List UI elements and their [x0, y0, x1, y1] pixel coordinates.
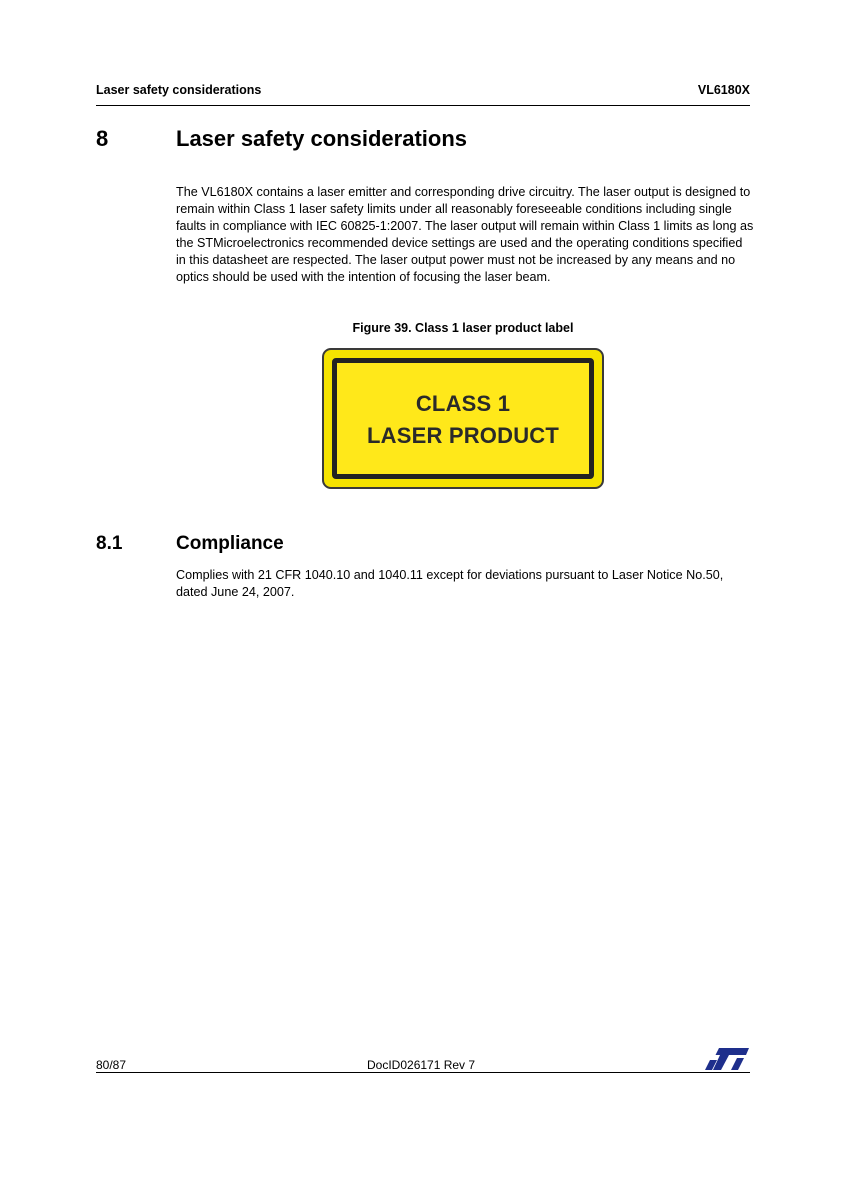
- compliance-paragraph: Complies with 21 CFR 1040.10 and 1040.11 except for deviations pursuant to Laser Notice No.50, dated June 24, 2007.: [176, 568, 724, 599]
- page-header: [96, 83, 750, 106]
- header-product-name: VL6180X: [697, 83, 750, 97]
- class1-laser-label-image: [322, 348, 604, 489]
- footer-page-number: 80/87: [96, 1058, 127, 1072]
- section-title: Laser safety considerations: [176, 126, 468, 151]
- header-section-title: Laser safety considerations: [96, 83, 262, 97]
- page-footer-rule: [96, 1072, 750, 1073]
- st-logo-icon: [705, 1046, 749, 1072]
- section-body-paragraph: The VL6180X contains a laser emitter and corresponding drive circuitry. The laser output is designed to remain within Class 1 laser safety limits under all reasonably foreseeable conditions including single faults in compliance with IEC 60825-1:2007. The laser output will remain within Class 1 limits as long as the STMicroelectronics recommended device settings are used and the operating conditions specified in this datasheet are respected. The laser output power must not be increased by any means and no optics should be used with the intention of focusing the laser beam.: [176, 185, 754, 284]
- laser-label-inner-frame: [332, 358, 594, 479]
- label-product-text: LASER PRODUCT: [366, 423, 560, 448]
- section-number: 8: [96, 126, 109, 151]
- footer-document-id: DocID026171 Rev 7: [367, 1058, 476, 1072]
- label-class-text: CLASS 1: [415, 391, 511, 416]
- subsection-title: Compliance: [176, 533, 284, 554]
- figure-caption: Figure 39. Class 1 laser product label: [352, 321, 574, 335]
- subsection-number: 8.1: [96, 533, 123, 554]
